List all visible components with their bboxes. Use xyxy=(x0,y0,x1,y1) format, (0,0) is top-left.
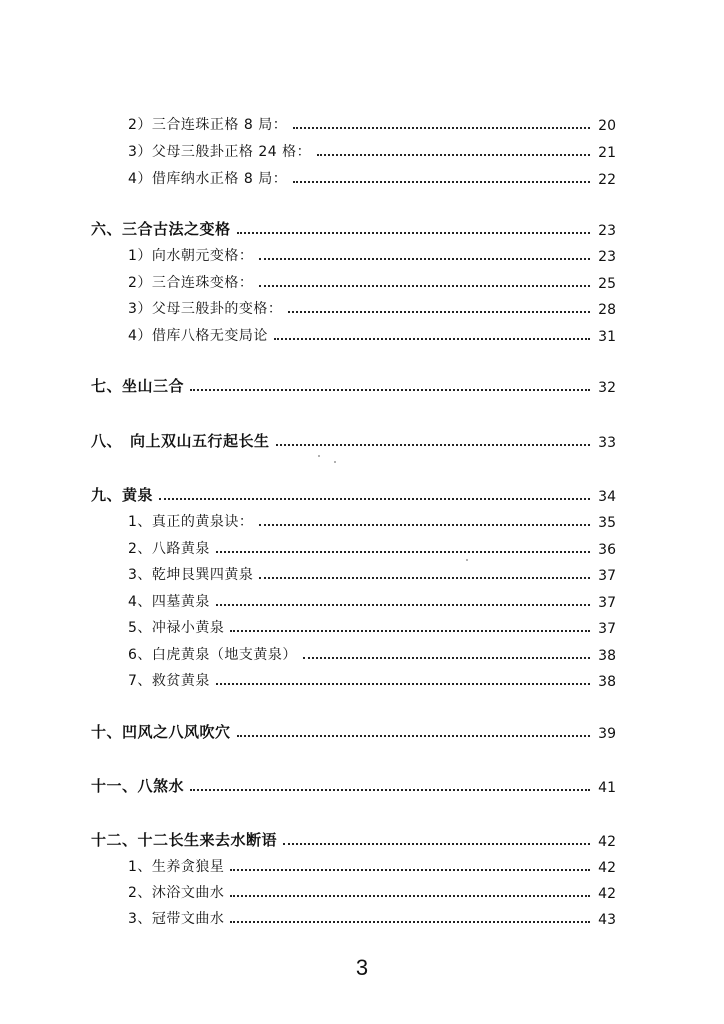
dot-leader xyxy=(230,630,590,632)
toc-entry-page: 31 xyxy=(598,329,616,345)
toc-entry-label: 3、乾坤艮巽四黄泉 xyxy=(128,567,254,583)
dot-leader xyxy=(230,921,590,923)
toc-entry-page: 20 xyxy=(598,118,616,134)
toc-entry-page: 42 xyxy=(598,886,616,902)
toc-entry[interactable] xyxy=(128,642,616,664)
toc-entry[interactable] xyxy=(128,166,616,188)
toc-entry[interactable] xyxy=(128,536,616,558)
toc-entry-label: 4、四墓黄泉 xyxy=(128,594,210,610)
toc-section-entry[interactable] xyxy=(91,429,616,451)
toc-section-entry[interactable] xyxy=(91,720,616,742)
toc-entry-label: 1、真正的黄泉诀： xyxy=(128,514,254,530)
toc-entry-page: 37 xyxy=(598,621,616,637)
dot-leader xyxy=(274,338,590,340)
toc-entry-page: 21 xyxy=(598,145,616,161)
toc-entry-page: 37 xyxy=(598,568,616,584)
toc-entry[interactable] xyxy=(128,562,616,584)
toc-entry-page: 28 xyxy=(598,302,616,318)
toc-entry[interactable] xyxy=(128,509,616,531)
toc-section-entry[interactable] xyxy=(91,483,616,505)
toc-entry-label: 2、沐浴文曲水 xyxy=(128,885,225,901)
dot-leader xyxy=(259,258,590,260)
dot-leader xyxy=(230,869,590,871)
toc-entry-label: 5、冲禄小黄泉 xyxy=(128,620,225,636)
toc-section-page: 39 xyxy=(598,726,616,742)
toc-section-page: 42 xyxy=(598,834,616,850)
dot-leader xyxy=(190,389,590,391)
dot-leader xyxy=(276,444,590,446)
toc-entry-page: 23 xyxy=(598,249,616,265)
toc-entry-label: 4）借库纳水正格 8 局： xyxy=(128,171,288,187)
toc-entry-page: 25 xyxy=(598,276,616,292)
toc-entry[interactable] xyxy=(128,112,616,134)
dot-leader xyxy=(159,498,590,500)
dot-leader xyxy=(237,232,590,234)
toc-entry[interactable] xyxy=(128,668,616,690)
dot-leader xyxy=(190,789,590,791)
dot-leader xyxy=(230,895,590,897)
toc-entry-page: 22 xyxy=(598,172,616,188)
toc-entry-label: 2、八路黄泉 xyxy=(128,541,210,557)
dot-leader xyxy=(259,285,590,287)
toc-entry[interactable] xyxy=(128,880,616,902)
toc-entry-page: 43 xyxy=(598,912,616,928)
dot-leader xyxy=(317,154,590,156)
dot-leader xyxy=(216,683,590,685)
toc-section-page: 32 xyxy=(598,380,616,396)
toc-section-label: 九、黄泉 xyxy=(91,486,154,504)
toc-entry[interactable] xyxy=(128,854,616,876)
toc-entry[interactable] xyxy=(128,615,616,637)
toc-entry-label: 3）父母三般卦正格 24 格： xyxy=(128,144,312,160)
dot-leader xyxy=(293,181,590,183)
toc-section-entry[interactable] xyxy=(91,774,616,796)
toc-entry[interactable] xyxy=(128,243,616,265)
toc-section-page: 41 xyxy=(598,780,616,796)
scan-speck xyxy=(466,559,468,561)
toc-section-label: 八、 向上双山五行起长生 xyxy=(91,432,270,450)
toc-entry[interactable] xyxy=(128,296,616,318)
toc-entry-label: 2）三合连珠正格 8 局： xyxy=(128,117,288,133)
dot-leader xyxy=(216,551,590,553)
dot-leader xyxy=(259,577,590,579)
toc-entry[interactable] xyxy=(128,906,616,928)
toc-entry-label: 2）三合连珠变格： xyxy=(128,275,254,291)
toc-entry-page: 35 xyxy=(598,515,616,531)
scan-speck xyxy=(318,455,320,457)
toc-entry[interactable] xyxy=(128,323,616,345)
toc-section-entry[interactable] xyxy=(91,217,616,239)
toc-entry-label: 3）父母三般卦的变格： xyxy=(128,301,283,317)
toc-entry-page: 38 xyxy=(598,674,616,690)
toc-section-entry[interactable] xyxy=(91,374,616,396)
toc-entry-label: 1、生养贪狼星 xyxy=(128,859,225,875)
toc-entry-page: 38 xyxy=(598,648,616,664)
scan-speck xyxy=(334,461,336,463)
dot-leader xyxy=(237,735,590,737)
toc-section-entry[interactable] xyxy=(91,828,616,850)
dot-leader xyxy=(288,311,590,313)
toc-entry-label: 4）借库八格无变局论 xyxy=(128,328,268,344)
dot-leader xyxy=(293,127,590,129)
dot-leader xyxy=(216,604,590,606)
toc-section-page: 33 xyxy=(598,435,616,451)
toc-section-label: 六、三合古法之变格 xyxy=(91,220,231,238)
toc-section-label: 七、坐山三合 xyxy=(91,377,185,395)
toc-entry-page: 36 xyxy=(598,542,616,558)
dot-leader xyxy=(303,657,590,659)
toc-section-page: 34 xyxy=(598,489,616,505)
toc-entry[interactable] xyxy=(128,139,616,161)
toc-entry[interactable] xyxy=(128,270,616,292)
dot-leader xyxy=(283,843,590,845)
toc-entry-label: 1）向水朝元变格： xyxy=(128,248,254,264)
toc-section-label: 十、凹风之八风吹穴 xyxy=(91,723,231,741)
toc-section-label: 十二、十二长生来去水断语 xyxy=(91,831,278,849)
toc-entry-label: 3、冠带文曲水 xyxy=(128,911,225,927)
toc-entry[interactable] xyxy=(128,589,616,611)
toc-entry-label: 6、白虎黄泉（地支黄泉） xyxy=(128,647,297,663)
page-number: 3 xyxy=(355,955,369,980)
toc-entry-page: 42 xyxy=(598,860,616,876)
toc-entry-page: 37 xyxy=(598,595,616,611)
toc-section-label: 十一、八煞水 xyxy=(91,777,185,795)
dot-leader xyxy=(259,524,590,526)
toc-section-page: 23 xyxy=(598,223,616,239)
toc-entry-label: 7、救贫黄泉 xyxy=(128,673,210,689)
